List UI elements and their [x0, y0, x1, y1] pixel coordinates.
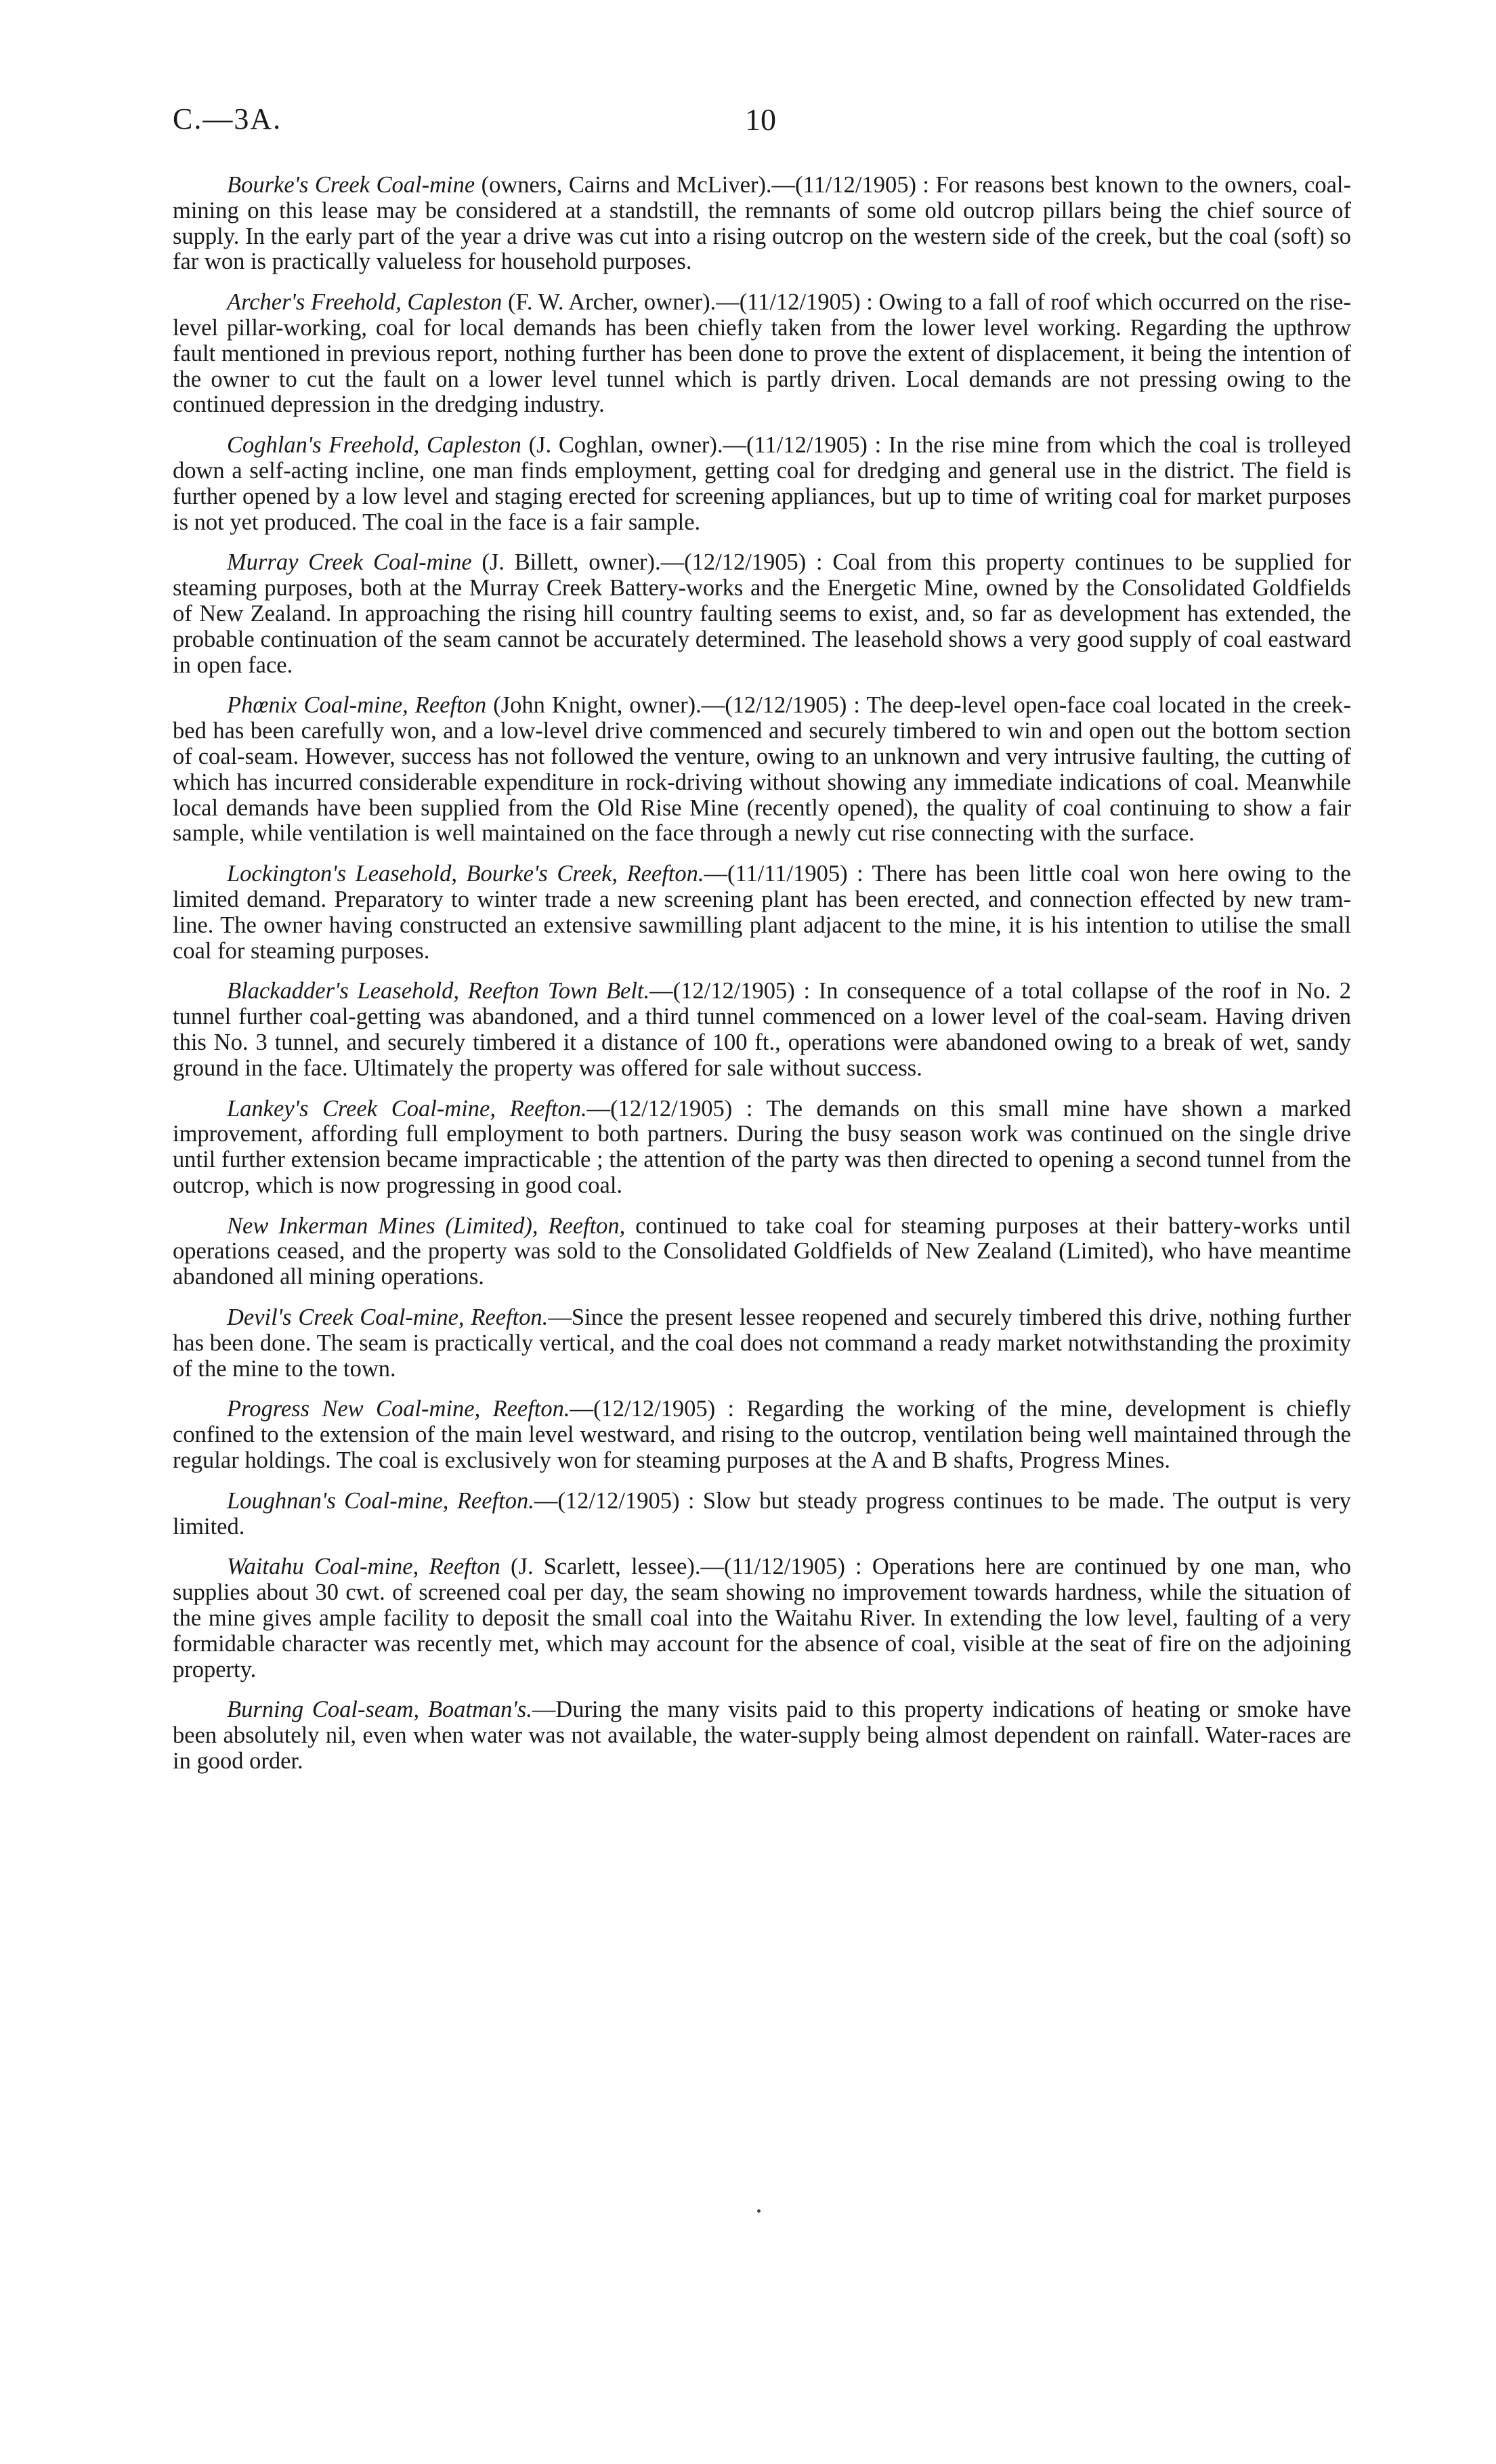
paragraph-blackadders-leasehold: [173, 979, 1351, 1081]
paragraph-coghlans-freehold: [173, 433, 1351, 535]
paragraph-title: Archer's Freehold, Capleston: [227, 289, 503, 316]
stray-mark: [757, 2209, 761, 2213]
paragraph-title: Bourke's Creek Coal-mine: [227, 172, 475, 198]
paragraph-text: —(12/12/1905) : Regarding the working of the mine, development is chiefly confined to the extension of the main level westward, and rising to the outcrop, ventilation being well maintained through the regular holdings. The coal is exclusively won for steaming purposes at the A and B shafts, Progress Mines.: [173, 1396, 1351, 1474]
paragraph-text: continued to take coal for steaming purposes at their battery-works until operations ceased, and the property was sold to the Consolidated Goldfields of New Zealand (Limited), who have meantime abandoned all mining operations.: [173, 1212, 1351, 1290]
paragraph-progress-new: [173, 1397, 1351, 1473]
paragraph-archers-freehold: [173, 290, 1351, 418]
paragraph-text: —During the many visits paid to this property indications of heating or smoke have been absolutely nil, even when water was not available, the water-supply being almost dependent on rainfall. Water-races are in good order.: [173, 1697, 1352, 1775]
paragraph-title: Phœnix Coal-mine, Reefton: [227, 692, 487, 719]
paragraph-title: Burning Coal-seam, Boatman's.: [227, 1697, 532, 1723]
paragraph-text: —(12/12/1905) : In consequence of a total collapse of the roof in No. 2 tunnel further coal-getting was abandoned, and a third tunnel commenced on a lower level of the coal-seam. Having driven this No. 3 tunnel, and securely timbered it a distance of 100 ft., operations were abandoned owing to a break of wet, sandy ground in the face. Ultimately the property was offered for sale without success.: [173, 978, 1351, 1081]
paragraph-text: (owners, Cairns and McLiver).—(11/12/1905) : For reasons best known to the owners, coal-mining on this lease may be considered at a standstill, the remnants of some old outcrop pillars being the chief source of supply. In the early part of the year a drive was cut into a rising outcrop on the western side of the creek, but the coal (soft) so far won is practically valueless for household purposes.: [173, 172, 1351, 275]
paragraph-text: (J. Scarlett, lessee).—(11/12/1905) : Operations here are continued by one man, who supplies about 30 cwt. of screened coal per day, the seam showing no improvement towards hardness, while the situation of the mine gives ample facility to deposit the small coal into the Waitahu River. In extending the low level, faulting of a very formidable character was recently met, which may account for the absence of coal, visible at the seat of fire on the adjoining property.: [173, 1554, 1351, 1682]
paragraph-text: (F. W. Archer, owner).—(11/12/1905) : Owing to a fall of roof which occurred on the rise-level pillar-working, coal for local demands has been chiefly taken from the lower level working. Regarding the upthrow fault mentioned in previous report, nothing further has been done to prove the extent of displacement, it being the intention of the owner to cut the fault on a lower level tunnel which is partly driven. Local demands are not pressing owing to the continued depression in the dredging industry.: [173, 289, 1351, 418]
report-body: [173, 173, 1351, 1789]
paragraph-text: —(11/11/1905) : There has been little coal won here owing to the limited demand. Preparatory to winter trade a new screening plant has been erected, and connection effected by new tram-line. The owner having constructed an extensive sawmilling plant adjacent to the mine, it is his intention to utilise the small coal for steaming purposes.: [173, 861, 1351, 964]
paragraph-title: New Inkerman Mines (Limited), Reefton,: [227, 1212, 626, 1239]
paragraph-title: Lankey's Creek Coal-mine, Reefton.: [227, 1095, 587, 1122]
page-header: [173, 102, 1351, 156]
paragraph-text: —Since the present lessee reopened and securely timbered this drive, nothing further has been done. The seam is practically vertical, and the coal does not command a ready market notwithstanding the proximity of the mine to the town.: [173, 1304, 1351, 1382]
paragraph-text: (John Knight, owner).—(12/12/1905) : The deep-level open-face coal located in the creek-bed has been carefully won, and a low-level drive commenced and securely timbered to win and open out the bottom section of coal-seam. However, success has not followed the venture, owing to an unknown and very intrusive faulting, the cutting of which has incurred considerable expenditure in rock-driving without showing any immediate indications of coal. Meanwhile local demands have been supplied from the Old Rise Mine (recently opened), the quality of coal continuing to show a fair sample, while ventilation is well maintained on the face through a newly cut rise connecting with the surface.: [173, 692, 1351, 847]
paragraph-devils-creek: [173, 1305, 1351, 1382]
paragraph-loughnans: [173, 1489, 1351, 1540]
paragraph-waitahu: [173, 1554, 1351, 1682]
paragraph-title: Devil's Creek Coal-mine, Reefton.: [227, 1304, 549, 1331]
paragraph-bourkes-creek: [173, 173, 1351, 275]
paragraph-phoenix: [173, 693, 1351, 847]
paragraph-title: Progress New Coal-mine, Reefton.: [227, 1396, 570, 1422]
page-number: 10: [745, 102, 776, 137]
paragraph-title: Waitahu Coal-mine, Reefton: [227, 1554, 500, 1580]
paragraph-title: Murray Creek Coal-mine: [227, 549, 472, 576]
paragraph-title: Blackadder's Leasehold, Reefton Town Belt.: [227, 978, 650, 1004]
paragraph-text: (J. Billett, owner).—(12/12/1905) : Coal from this property continues to be supplied for steaming purposes, both at the Murray Creek Battery-works and the Energetic Mine, owned by the Consolidated Goldfields of New Zealand. In approaching the rising hill country faulting seems to exist, and, so far as development has extended, the probable continuation of the seam cannot be accurately determined. The leasehold shows a very good supply of coal eastward in open face.: [173, 549, 1351, 678]
paragraph-lankeys-creek: [173, 1097, 1351, 1199]
paragraph-title: Coghlan's Freehold, Capleston: [227, 432, 521, 459]
paragraph-title: Loughnan's Coal-mine, Reefton.: [227, 1487, 534, 1514]
paragraph-murray-creek: [173, 550, 1351, 678]
paragraph-text: —(12/12/1905) : The demands on this small mine have shown a marked improvement, affording full employment to both partners. During the busy season work was continued on the single drive until further extension became impracticable ; the attention of the party was then directed to opening a second tunnel from the outcrop, which is now progressing in good coal.: [173, 1095, 1352, 1198]
paragraph-lockingtons-leasehold: [173, 862, 1351, 964]
paragraph-burning-coal-seam: [173, 1697, 1351, 1774]
paragraph-text: —(12/12/1905) : Slow but steady progress continues to be made. The output is very limited.: [173, 1487, 1351, 1539]
paragraph-text: (J. Coghlan, owner).—(11/12/1905) : In the rise mine from which the coal is trolleyed down a self-acting incline, one man finds employment, getting coal for dredging and general use in the district. The field is further opened by a low level and staging erected for screening appliances, but up to time of writing coal for market purposes is not yet produced. The coal in the face is a fair sample.: [173, 432, 1351, 535]
document-reference: C.—3A.: [173, 102, 282, 135]
paragraph-new-inkerman: [173, 1214, 1351, 1290]
paragraph-title: Lockington's Leasehold, Bourke's Creek, Reefton.: [227, 861, 704, 887]
